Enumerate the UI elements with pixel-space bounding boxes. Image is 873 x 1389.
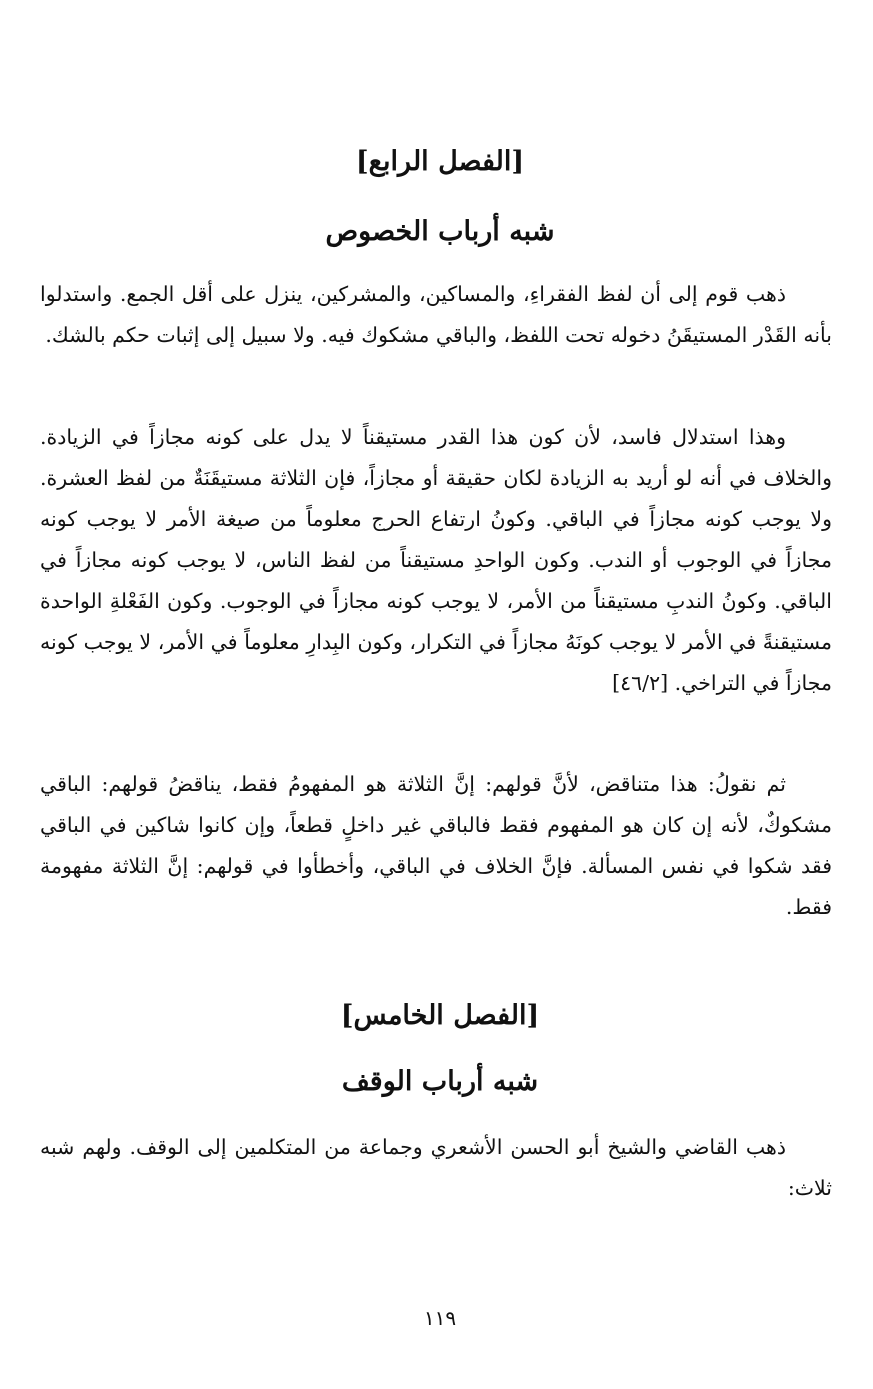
chapter-5-title: [الفصل الخامس] xyxy=(340,1000,540,1031)
chapter-4-subtitle: شبه أرباب الخصوص xyxy=(325,216,555,247)
chapter-4-paragraph-3: ثم نقولُ: هذا متناقض، لأنَّ قولهم: إنَّ الثلاثة هو المفهومُ فقط، يناقضُ قولهم: الباقي مشكوكٌ، لأنه إن كان هو المفهوم فقط فالباقي غير داخلٍ قطعاً، وإن كانوا شاكين في الباقي فقد شكوا في نفس المسألة. فإنَّ الخلاف في الباقي، وأخطأوا في قولهم: إنَّ الثلاثة مفهومة فقط. xyxy=(40,772,832,919)
chapter-5-subtitle: شبه أرباب الوقف xyxy=(341,1066,539,1097)
chapter-5-paragraph-1: ذهب القاضي والشيخ أبو الحسن الأشعري وجماعة من المتكلمين إلى الوقف. ولهم شبه ثلاث: xyxy=(40,1135,832,1200)
page-number: ١١٩ xyxy=(423,1306,457,1330)
book-page xyxy=(40,0,840,1389)
chapter-4-paragraph-2: وهذا استدلال فاسد، لأن كون هذا القدر مستيقناً لا يدل على كونه مجازاً في الزيادة. والخلاف في أنه لو أريد به الزيادة لكان حقيقة أو مجازاً، فإن الثلاثة مستيقَنَةٌ من لفظ العشرة. ولا يوجب كونه مجازاً في الباقي. وكونُ ارتفاع الحرج معلوماً من صيغة الأمر لا يوجب كونه مجازاً في الوجوب أو الندب. وكون الواحدِ مستيقناً من لفظ الناس، لا يوجب كونه مجازاً في الباقي. وكونُ الندبِ مستيقناً من الأمر، لا يوجب كونه مجازاً في الوجوب. وكون الفَعْلةِ الواحدة مستيقنةً في الأمر لا يوجب كونَهُ مجازاً في التكرار، وكون البِدارِ معلوماً في الأمر، لا يوجب كونه مجازاً في التراخي. [٤٦/٢] xyxy=(40,425,832,695)
chapter-4-paragraph-1: ذهب قوم إلى أن لفظ الفقراءِ، والمساكين، والمشركين، ينزل على أقل الجمع. واستدلوا بأنه القَدْر المستيقَنُ دخوله تحت اللفظ، والباقي مشكوك فيه. ولا سبيل إلى إثبات حكم بالشك. xyxy=(40,282,832,347)
chapter-4-title: [الفصل الرابع] xyxy=(355,146,525,177)
